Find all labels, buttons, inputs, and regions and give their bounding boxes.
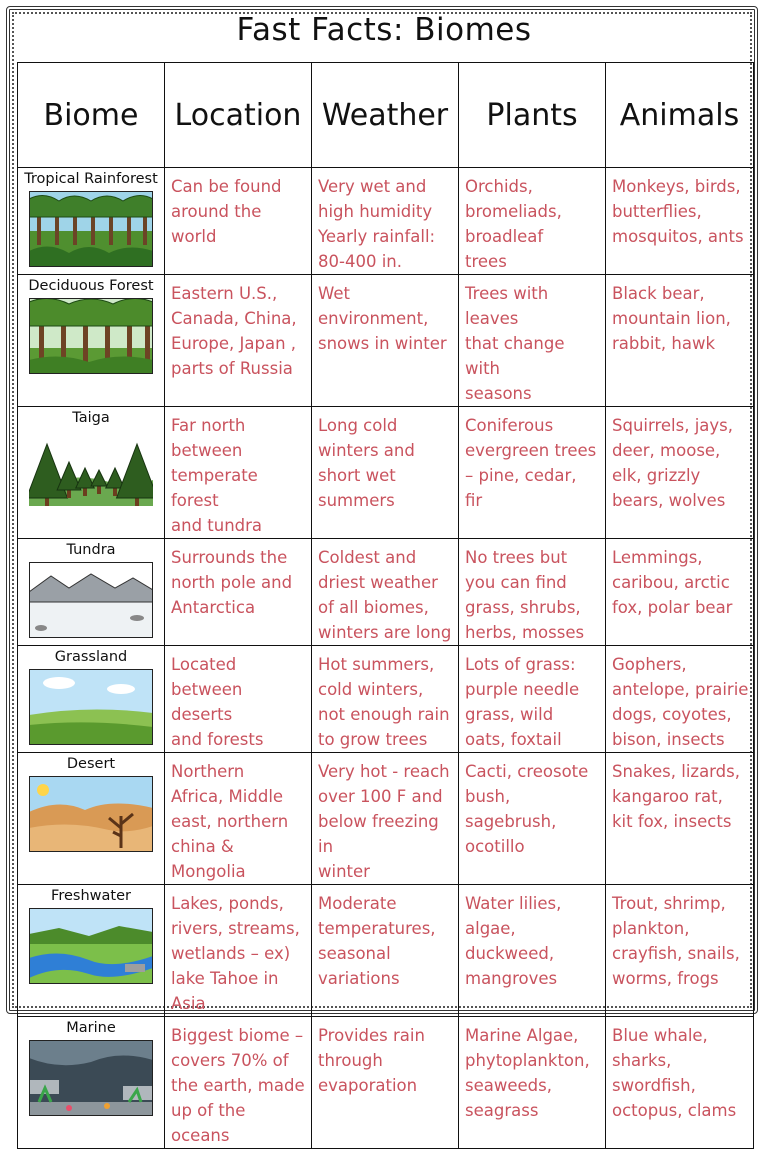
table-row <box>18 1017 754 1149</box>
weather-cell <box>312 646 459 753</box>
plants-text: Orchids, bromeliads, broadleaf trees <box>465 177 562 271</box>
table-row <box>18 885 754 1017</box>
plants-text: Trees with leaves that change with seasons <box>465 284 565 403</box>
weather-cell <box>312 275 459 407</box>
biome-name: Deciduous Forest <box>28 278 154 294</box>
biome-cell <box>18 1017 165 1149</box>
location-cell <box>165 1017 312 1149</box>
location-text: Northern Africa, Middle east, northern china & Mongolia <box>171 762 289 881</box>
weather-text: Coldest and driest weather of all biomes, winters are long <box>318 548 452 642</box>
weather-text: Very wet and high humidity Yearly rainfall: 80-400 in. <box>318 177 436 271</box>
page-title: Fast Facts: Biomes <box>236 12 532 48</box>
table-row <box>18 646 754 753</box>
animals-cell <box>606 646 754 753</box>
rainforest-picture <box>29 191 153 267</box>
location-cell <box>165 885 312 1017</box>
animals-cell <box>606 275 754 407</box>
weather-cell <box>312 885 459 1017</box>
biome-name: Tropical Rainforest <box>24 171 158 187</box>
biome-cell <box>18 275 165 407</box>
animals-text: Squirrels, jays, deer, moose, elk, grizzly bears, wolves <box>612 416 734 510</box>
plants-cell <box>459 753 606 885</box>
biome-cell <box>18 646 165 753</box>
location-cell <box>165 753 312 885</box>
location-cell <box>165 168 312 275</box>
animals-cell <box>606 753 754 885</box>
plants-text: No trees but you can find grass, shrubs, herbs, mosses <box>465 548 585 642</box>
location-cell <box>165 539 312 646</box>
animals-text: Gophers, antelope, prairie dogs, coyotes, bison, insects <box>612 655 749 749</box>
animals-text: Blue whale, sharks, swordfish, octopus, clams <box>612 1026 737 1120</box>
plants-text: Cacti, creosote bush, sagebrush, ocotillo <box>465 762 589 856</box>
biome-name: Grassland <box>54 649 128 665</box>
weather-text: Very hot - reach over 100 F and below freezing in winter <box>318 762 450 881</box>
location-text: Far north between temperate forest and tundra <box>171 416 263 535</box>
location-cell <box>165 407 312 539</box>
weather-cell <box>312 168 459 275</box>
table-header-row <box>18 63 754 168</box>
animals-text: Monkeys, birds, butterflies, mosquitos, ants <box>612 177 744 246</box>
animals-text: Lemmings, caribou, arctic fox, polar bear <box>612 548 733 617</box>
plants-cell <box>459 275 606 407</box>
biome-name: Freshwater <box>51 888 131 904</box>
header-biome: Biome <box>18 63 165 168</box>
location-text: Located between deserts and forests <box>171 655 264 749</box>
biome-cell <box>18 753 165 885</box>
weather-cell <box>312 753 459 885</box>
desert-picture <box>29 776 153 852</box>
freshwater-picture <box>29 908 153 984</box>
biome-cell <box>18 885 165 1017</box>
biome-name: Tundra <box>66 542 116 558</box>
header-animals: Animals <box>606 63 754 168</box>
tundra-picture <box>29 562 153 638</box>
marine-picture <box>29 1040 153 1116</box>
biome-cell <box>18 539 165 646</box>
location-cell <box>165 275 312 407</box>
biome-cell <box>18 407 165 539</box>
biome-cell <box>18 168 165 275</box>
location-text: Lakes, ponds, rivers, streams, wetlands – ex) lake Tahoe in Asia <box>171 894 300 1013</box>
taiga-picture <box>29 430 153 506</box>
biome-name: Taiga <box>72 410 110 426</box>
animals-cell <box>606 1017 754 1149</box>
weather-cell <box>312 407 459 539</box>
table-row <box>18 753 754 885</box>
plants-text: Coniferous evergreen trees – pine, cedar, fir <box>465 416 597 510</box>
biome-name: Marine <box>66 1020 116 1036</box>
animals-cell <box>606 885 754 1017</box>
table-row <box>18 539 754 646</box>
location-cell <box>165 646 312 753</box>
table-row <box>18 275 754 407</box>
header-plants: Plants <box>459 63 606 168</box>
header-weather: Weather <box>312 63 459 168</box>
biome-name: Desert <box>66 756 116 772</box>
location-text: Eastern U.S., Canada, China, Europe, Japan , parts of Russia <box>171 284 297 378</box>
plants-cell <box>459 539 606 646</box>
plants-cell <box>459 885 606 1017</box>
table-row <box>18 407 754 539</box>
plants-cell <box>459 646 606 753</box>
animals-text: Snakes, lizards, kangaroo rat, kit fox, insects <box>612 762 740 831</box>
weather-text: Hot summers, cold winters, not enough rain to grow trees <box>318 655 450 749</box>
weather-text: Wet environment, snows in winter <box>318 284 447 353</box>
animals-text: Trout, shrimp, plankton, crayfish, snails, worms, frogs <box>612 894 740 988</box>
plants-text: Water lilies, algae, duckweed, mangroves <box>465 894 562 988</box>
animals-cell <box>606 539 754 646</box>
weather-cell <box>312 1017 459 1149</box>
weather-text: Long cold winters and short wet summers <box>318 416 415 510</box>
weather-text: Moderate temperatures, seasonal variations <box>318 894 436 988</box>
weather-cell <box>312 539 459 646</box>
header-location: Location <box>165 63 312 168</box>
location-text: Surrounds the north pole and Antarctica <box>171 548 293 617</box>
location-text: Can be found around the world <box>171 177 282 246</box>
plants-cell <box>459 1017 606 1149</box>
animals-cell <box>606 407 754 539</box>
plants-cell <box>459 168 606 275</box>
biomes-table <box>17 62 754 1149</box>
grassland-picture <box>29 669 153 745</box>
weather-text: Provides rain through evaporation <box>318 1026 425 1095</box>
plants-text: Marine Algae, phytoplankton, seaweeds, seagrass <box>465 1026 590 1120</box>
animals-cell <box>606 168 754 275</box>
location-text: Biggest biome – covers 70% of the earth, made up of the oceans <box>171 1026 305 1145</box>
plants-cell <box>459 407 606 539</box>
animals-text: Black bear, mountain lion, rabbit, hawk <box>612 284 731 353</box>
plants-text: Lots of grass: purple needle grass, wild oats, foxtail <box>465 655 580 749</box>
table-row <box>18 168 754 275</box>
deciduous-forest-picture <box>29 298 153 374</box>
